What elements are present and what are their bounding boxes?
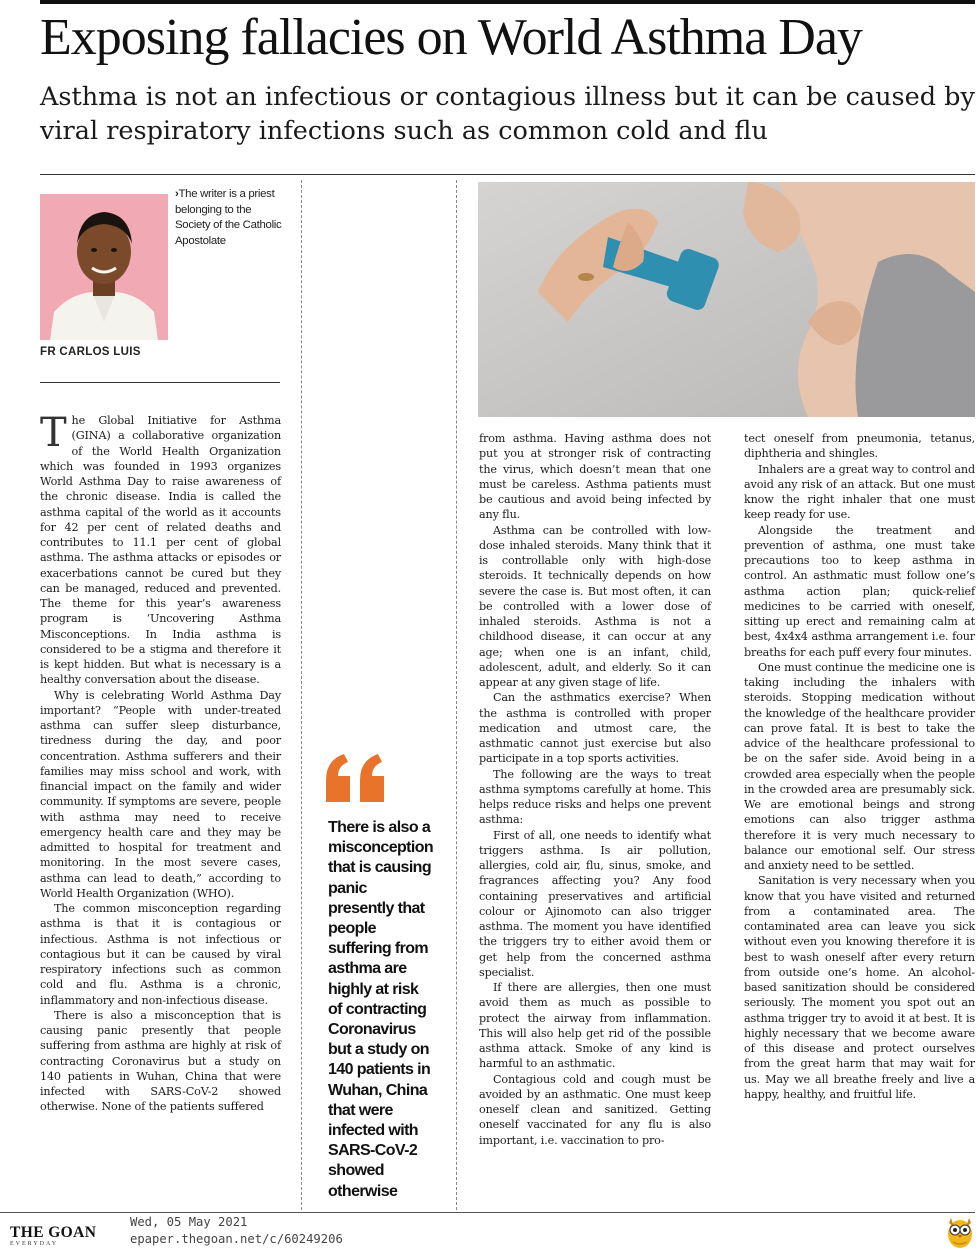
article-column-3 [744, 431, 975, 1102]
paragraph: Asthma can be controlled with low-dose inhaled steroids. Many think that it is controllable only with high-dose steroids. It technically depends on how severe the case is. But most often, it can be controlled with a lower dose of inhaled steroids. Asthma is not a childhood disease, it can occur at any age; when one is an infant, child, adolescent, adult, and elderly. So it can appear at any given stage of life. [479, 523, 711, 689]
writer-note-text: The writer is a priest belonging to the Society of the Catholic Apostolate [175, 188, 282, 247]
footer-rule [0, 1212, 975, 1213]
hero-image [478, 182, 975, 417]
paragraph-text: he Global Initiative for Asthma (GINA) a collaborative organization of the World Health Organization which was founded in 1993 organizes World Asthma Day to raise awareness of the chronic disease. India is called the asthma capital of the world as it accounts for 42 per cent of related deaths and contributes to 11.1 per cent of global asthma. The asthma attacks or episodes or exacerbations cannot be cured but they can be managed, reduced and prevented. The theme for this year’s awareness program is ‘Uncovering Asthma Misconceptions. In India asthma is considered to be a stigma and therefore it is kept hidden. But what is necessary is a healthy conversation about the disease. [40, 414, 281, 687]
column-rule-2 [456, 180, 457, 1210]
owl-icon [945, 1215, 975, 1249]
header-divider [40, 174, 975, 175]
edition-date: Wed, 05 May 2021 [130, 1215, 248, 1229]
paragraph: Contagious cold and cough must be avoided by an asthmatic. One must keep oneself clean and sanitized. Getting oneself vaccinated for any flu is also important, i.e. vaccination to pro- [479, 1072, 711, 1147]
paragraph: The following are the ways to treat asthma symptoms carefully at home. This helps reduce risks and helps one prevent asthma: [479, 767, 711, 827]
paragraph: Inhalers are a great way to control and avoid any risk of an attack. But one must know the right inhaler that one must keep ready for use. [744, 462, 975, 522]
epaper-url[interactable]: epaper.thegoan.net/c/60249206 [130, 1232, 343, 1246]
drop-cap: T [40, 410, 67, 456]
column-rule-1 [301, 180, 302, 1210]
author-photo [40, 194, 168, 340]
paragraph: One must continue the medicine one is taking including the inhalers with steroids. Stopping medication without the knowledge of the healthcare provider can prove fatal. It is best to take the advice of the healthcare professional to be on the safer side. Avoid being in a crowded area especially when the people in the crowded area are presumably sick. We are emotional beings and strong emotions can also trigger asthma therefore it is very much necessary to balance our emotional self. Our stress and anxiety need to be settled. [744, 660, 975, 872]
article-headline: Exposing fallacies on World Asthma Day [40, 9, 862, 66]
pull-quote: There is also a misconception that is causing panic presently that people suffering from asthma are highly at risk of contracting Coronavirus but a study on 140 patients in Wuhan, China that were infected with SARS-CoV-2 showed otherwise [328, 819, 434, 1200]
article-column-2 [479, 431, 711, 1148]
paragraph: There is also a misconception that is causing panic presently that people suffering from asthma are highly at risk of contracting Coronavirus but a study on 140 patients in Wuhan, China that were infected with SARS-CoV-2 showed otherwise. None of the patients suffered [40, 1008, 281, 1114]
paragraph [40, 410, 281, 688]
newspaper-logo [10, 1219, 120, 1247]
paragraph: First of all, one needs to identify what triggers asthma. Is air pollution, allergies, cold air, flu, sinus, smoke, and fragrances affecting you? Any food containing preservatives and artificial colour or Ajinomoto can also trigger asthma. The moment you have identified the triggers try to either avoid them or get help from the concerned asthma specialist. [479, 828, 711, 979]
paragraph: Alongside the treatment and prevention of asthma, one must take precautions too to keep asthma in control. An asthmatic must follow one’s asthma action plan; quick-relief medicines to be carried with oneself, sitting up erect and remaining calm at best, 4x4x4 asthma arrangement i.e. four breaths for each puff every four minutes. [744, 523, 975, 659]
quote-mark-icon [322, 750, 392, 810]
paragraph: from asthma. Having asthma does not put you at stronger risk of contracting the virus, which doesn’t mean that one must be careless. Asthma patients must be cautious and avoid being infected by any flu. [479, 432, 711, 522]
logo-subtitle: EVERYDAY [10, 1241, 59, 1247]
byline: FR CARLOS LUIS [40, 346, 141, 358]
article-column-1 [40, 410, 281, 1115]
top-rule [40, 0, 975, 4]
paragraph: Can the asthmatics exercise? When the asthma is controlled with proper medication and utmost care, the asthmatic cannot just exercise but also participate in a top sports activities. [479, 691, 711, 766]
paragraph: If there are allergies, then one must avoid them as much as possible to protect the airway from inflammation. This will also help get rid of the possible asthma attack. Smoke of any kind is harmful to an asthmatic. [479, 981, 711, 1071]
article-subheadline: Asthma is not an infectious or contagious illness but it can be caused by viral respiratory infections such as common cold and flu [40, 82, 975, 146]
logo-title: THE GOAN [10, 1224, 97, 1241]
paragraph: Why is celebrating World Asthma Day important? “People with under-treated asthma can suffer sleep disturbance, tiredness during the day, and poor concentration. Asthma sufferers and their families may miss school and work, with financial impact on the family and wider community. If symptoms are severe, people with asthma may need to receive emergency health care and they may be admitted to hospital for treatment and monitoring. In the most severe cases, asthma can lead to death,” according to World Health Organization (WHO). [40, 688, 281, 900]
author-divider [40, 382, 280, 383]
footer-info [130, 1214, 343, 1248]
paragraph: The common misconception regarding asthma is that it is contagious or infectious. Asthma is not infectious or contagious but it can be caused by viral respiratory infections such as common cold and flu. Asthma is a chronic, inflammatory and non-infectious disease. [40, 902, 281, 1007]
paragraph: Sanitation is very necessary when you know that you have visited and returned from a contaminated area. The contaminated area can leave you sick without even you knowing therefore it is best to wash oneself after every return from outside one’s home. An alcohol-based sanitization should be considered seriously. The moment you spot out an asthma trigger try to avoid it at best. It is highly necessary that we become aware of this disease and protect ourselves from the great harm that may wait for us. May we all breathe freely and live a happy, healthy, and fruitful life. [744, 874, 975, 1101]
chevron-right-icon: › [175, 188, 179, 200]
paragraph: tect oneself from pneumonia, tetanus, diphtheria and shingles. [744, 432, 975, 461]
writer-note [175, 187, 285, 249]
